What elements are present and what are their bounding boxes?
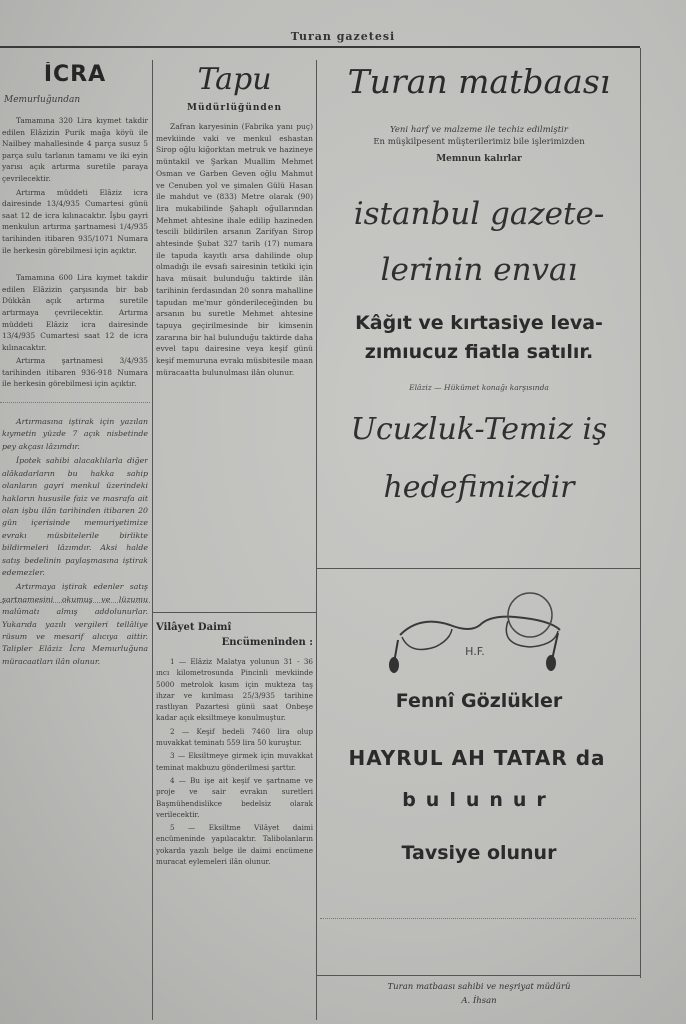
gozluk-line1: Fennî Gözlükler	[395, 690, 563, 712]
vilayet-title: Vilâyet Daimî	[156, 622, 232, 633]
gozluk-line2: HAYRUL AH TATAR da	[348, 746, 606, 770]
dotted-divider	[320, 918, 636, 919]
vilayet-body	[156, 656, 313, 867]
icra-notice-paragraph: İpotek sahibi alacaklılarla diğer alâkadarların bu hakka sahip olanların gayri menkul üzerindeki hakların hususile faiz ve masrafa ait olan işbu ilân tarihinden itibaren 20 gün içerisinde memuriyetimize evrakı müsbitelerile birlikte bildirmeleri lâzımdır. Aksi halde satış bedelinin paylaşmasına iştirak edemezler.	[2, 456, 148, 577]
icra-body	[2, 115, 148, 390]
masthead: Turan gazetesi	[290, 30, 396, 43]
tapu-paragraph: Zafran karyesinin (Fabrika yanı puç) mevkiinde vaki ve menkul eshastan Sirop oğlu kiğorktan metruk ve hazineye müntakil ve Şarkan Muallim Mehmet Osman ve Garben Geven oğlu Mahmut ve Cenuben yol ve şimalen Gülü Hasan ile mahdut ve (833) Metre olarak (90) lira mukabilinde Şahaplı oğullarından Mehmet ahtesine ihale edilip hazineden tescili bildirilen arsanın Zarifyan Sirop ahtesinde Şubat 327 tarih (17) numara ile tapuda kayıtlı arsa dahilinde olup olmadığı ile evsafı sairesinin tetkiki için hava müsait bulunduğu taktirde ilân tarihinin ferdasından 20 sonra mahalline tapudan me'mur gönderileceğinden bu arsanın bu suretle Mehmet ahtesine tapuya geçirilmesinde bir kimsenin zararına bir hal bulunduğu taktirde daha evvel tapu dairesine veya keşif günü keşif memuruna evrakı müsbitesile maan müracaatta bulunulması ilân olunur.	[156, 122, 313, 377]
column-divider	[640, 48, 641, 978]
gozluk-line4: Tavsiye olunur	[401, 842, 557, 864]
matbaa-big-line2: lerinin envaı	[380, 252, 578, 288]
matbaa-title: Turan matbaası	[347, 62, 611, 101]
matbaa-sans-line2: zımıucuz fiatla satılır.	[364, 341, 594, 363]
eyeglasses-icon	[380, 585, 580, 675]
footer-publisher: Turan matbaası sahibi ve neşriyat müdürü	[387, 982, 571, 992]
icra-paragraph: Artırma müddeti Elâziz icra dairesinde 13/4/935 Cumartesi günü saat 12 de icra kılınacaktır. İşbu gayri menkulun artırma şartnamesi 1/4/935 tarihinden itibaren 935/1071 Numara ile herkesin görebilmesi için açıktır.	[2, 187, 148, 255]
icra-notice-paragraph: Artırmaya iştirak edenler satış şartnamesini okumuş ve lüzumu malûmatı almış addolunurlar. Yukarıda yazılı vergileri tellâliye rüsum ve mesarif alıcıya aittir. Talipler Elâziz İcra Memurluğuna müracaatları ilân olunur.	[2, 582, 148, 666]
matbaa-slogan-line2: hedefimizdir	[383, 470, 575, 505]
matbaa-big-line1: istanbul gazete-	[353, 196, 605, 232]
matbaa-address: Elâziz — Hükümet konağı karşısında	[409, 383, 549, 392]
top-rule	[0, 46, 640, 48]
matbaa-sans-line1: Kâğıt ve kırtasiye leva-	[355, 312, 603, 334]
icra-notice	[2, 416, 148, 668]
icra-notice-paragraph: Artırmasına iştirak için yazılan kıymetin yüzde 7 açık nisbetinde pey akçası lâzımdır.	[2, 417, 148, 451]
gozluk-line3: bulunur	[402, 789, 556, 811]
icra-column	[2, 62, 148, 1020]
vilayet-column	[156, 620, 313, 1020]
matbaa-line3: Memnun kalırlar	[436, 154, 522, 164]
icra-subtitle: Memurluğundan	[4, 95, 81, 105]
icra-paragraph: Artırma şartnamesi 3/4/935 tarihinden itibaren 936-918 Numara ile herkesin görebilmesi için açıktır.	[2, 356, 148, 389]
matbaa-slogan-line1: Ucuzluk-Temiz iş	[350, 412, 608, 447]
column-divider	[316, 60, 317, 1020]
tapu-title: Tapu	[197, 62, 272, 97]
section-divider	[316, 975, 640, 976]
vilayet-paragraph: 3 — Eksiltmeye girmek için muvakkat teminat makbuzu gönderilmesi şarttır.	[156, 751, 313, 772]
tapu-column	[156, 62, 313, 607]
icra-paragraph: Tamamına 600 Lira kıymet takdir edilen Elâzizin çarşısında bir bab Dükkân açık artırma suretile artırmaya çevrilecektir. Artırma müddeti Elâziz icra dairesinde 13/4/935 Cumartesi saat 12 de icra kılınacaktır.	[2, 273, 148, 352]
vilayet-paragraph: 2 — Keşif bedeli 7460 lira olup muvakkat teminatı 559 lira 50 kuruştur.	[156, 726, 313, 748]
section-divider	[152, 612, 316, 613]
icra-title: İCRA	[43, 62, 107, 87]
tapu-subtitle: Müdürlüğünden	[187, 103, 282, 113]
matbaa-line1: Yeni harf ve malzeme ile techiz edilmiştir	[390, 125, 568, 135]
icra-paragraph: Tamamına 320 Lira kıymet takdir edilen Elâzizin Purik mağa köyü ile Nailbey mahallesinde 4 parça susuz 5 parça sulu tarlanın tamamı ve iki eyin yarısı açık artırma suretile paraya çevrilecektir.	[2, 116, 148, 183]
vilayet-paragraph: 5 — Eksiltme Vilâyet daimi encümeninde yapılacaktır. Talibolanların yokarda yazılı belge ile daimi encümene muracat eylemeleri ilân olunur.	[156, 823, 313, 867]
vilayet-paragraph: 4 — Bu işe ait keşif ve şartname ve proje ve sair evrakın suretleri Başmühendislikce bedelsiz olarak verilecektir.	[156, 775, 313, 819]
vilayet-paragraph: 1 — Elâziz Malatya yolunun 31 - 36 ıncı kilometrosunda Pincinli mevkiinde 5000 metrolok kısım için mukteza taş ihzar ve kırılması 25/3/935 tarihine rastlıyan Pazartesi günü saat Onbeşe kadar açık eksiltmeye konulmuştur.	[156, 657, 313, 723]
gozluk-logo-text: H.F.	[465, 645, 485, 658]
column-divider	[152, 60, 153, 1020]
footer-name: A. İhsan	[461, 996, 497, 1006]
matbaa-line2: En müşkilpesent müşterilerimiz bile işlerimizden	[373, 137, 585, 147]
section-divider	[316, 568, 640, 569]
tapu-body	[156, 121, 313, 378]
vilayet-subtitle: Encümeninden :	[221, 637, 313, 648]
